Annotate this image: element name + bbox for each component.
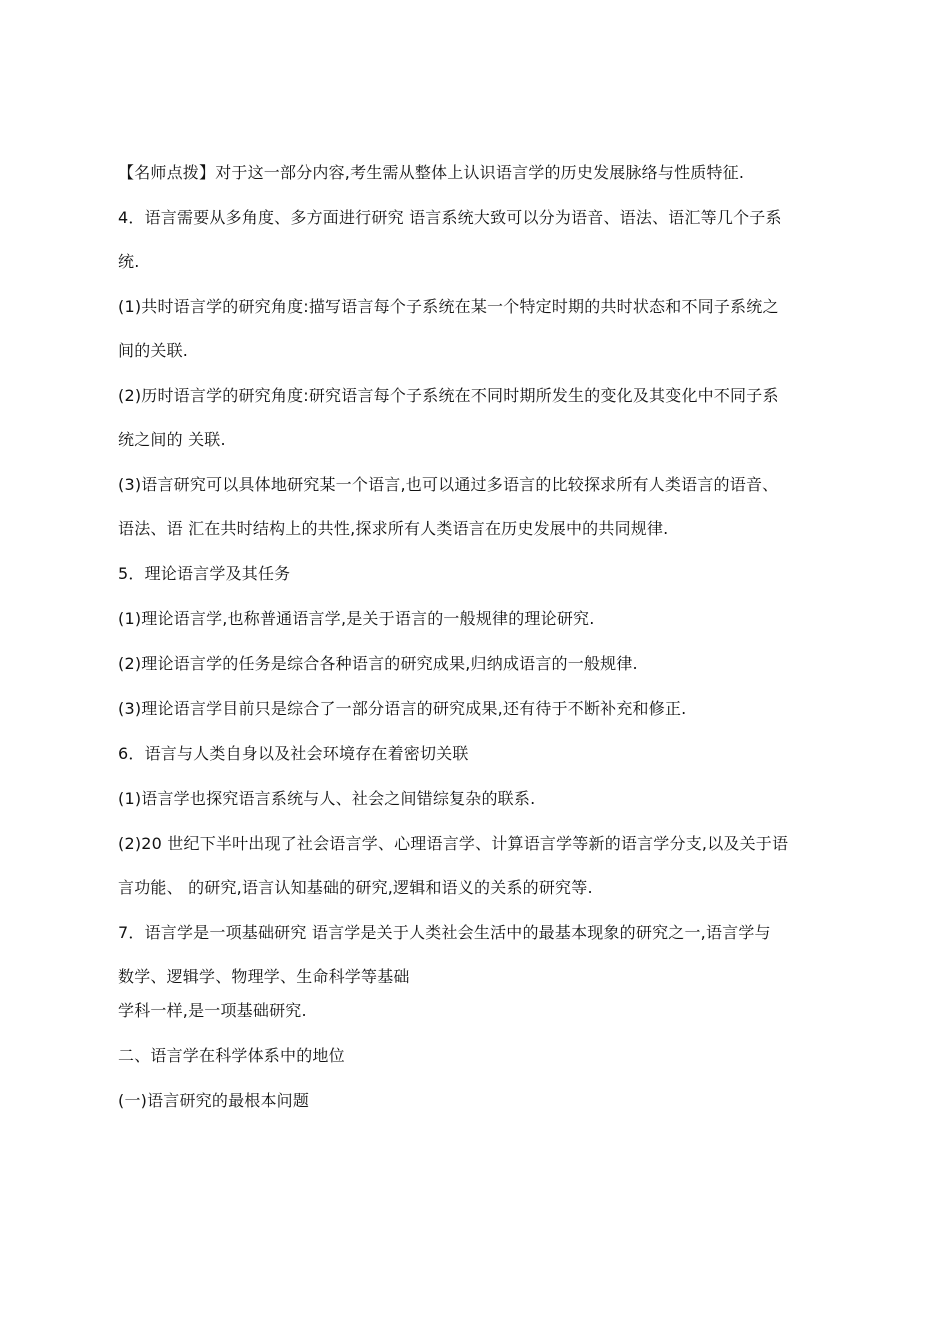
- item-4-2-line-1: (2)历时语言学的研究角度:研究语言每个子系统在不同时期所发生的变化及其变化中不同子系: [118, 386, 779, 405]
- section-6-heading: 6．语言与人类自身以及社会环境存在着密切关联: [118, 744, 469, 763]
- section-4-heading-line-1: 4．语言需要从多角度、多方面进行研究 语言系统大致可以分为语音、语法、语汇等几个子系: [118, 208, 782, 227]
- subsection-1-heading: (一)语言研究的最根本问题: [118, 1091, 310, 1110]
- section-4-heading-line-2: 统.: [118, 252, 140, 271]
- item-5-3: (3)理论语言学目前只是综合了一部分语言的研究成果,还有待于不断补充和修正.: [118, 699, 687, 718]
- section-7-line-3: 学科一样,是一项基础研究.: [118, 1001, 307, 1020]
- item-6-1: (1)语言学也探究语言系统与人、社会之间错综复杂的联系.: [118, 789, 536, 808]
- document-body: [118, 162, 834, 1112]
- section-5-heading: 5．理论语言学及其任务: [118, 564, 291, 583]
- item-5-2: (2)理论语言学的任务是综合各种语言的研究成果,归纳成语言的一般规律.: [118, 654, 638, 673]
- item-6-2-line-1: (2)20 世纪下半叶出现了社会语言学、心理语言学、计算语言学等新的语言学分支,以及关于语: [118, 834, 789, 853]
- item-4-3-line-1: (3)语言研究可以具体地研究某一个语言,也可以通过多语言的比较探求所有人类语言的语音、: [118, 475, 779, 494]
- item-6-2-line-2: 言功能、 的研究,语言认知基础的研究,逻辑和语义的关系的研究等.: [118, 878, 593, 897]
- item-4-2-line-2: 统之间的 关联.: [118, 430, 226, 449]
- tip-paragraph: 【名师点拨】对于这一部分内容,考生需从整体上认识语言学的历史发展脉络与性质特征.: [118, 163, 745, 182]
- item-4-1-line-2: 间的关联.: [118, 341, 189, 360]
- item-4-1-line-1: (1)共时语言学的研究角度:描写语言每个子系统在某一个特定时期的共时状态和不同子系统之: [118, 297, 779, 316]
- section-7-line-2: 数学、逻辑学、物理学、生命科学等基础: [118, 967, 410, 986]
- chapter-2-heading: 二、语言学在科学体系中的地位: [118, 1046, 345, 1065]
- item-5-1: (1)理论语言学,也称普通语言学,是关于语言的一般规律的理论研究.: [118, 609, 595, 628]
- item-4-3-line-2: 语法、语 汇在共时结构上的共性,探求所有人类语言在历史发展中的共同规律.: [118, 519, 669, 538]
- section-7-line-1: 7．语言学是一项基础研究 语言学是关于人类社会生活中的最基本现象的研究之一,语言学与: [118, 923, 771, 942]
